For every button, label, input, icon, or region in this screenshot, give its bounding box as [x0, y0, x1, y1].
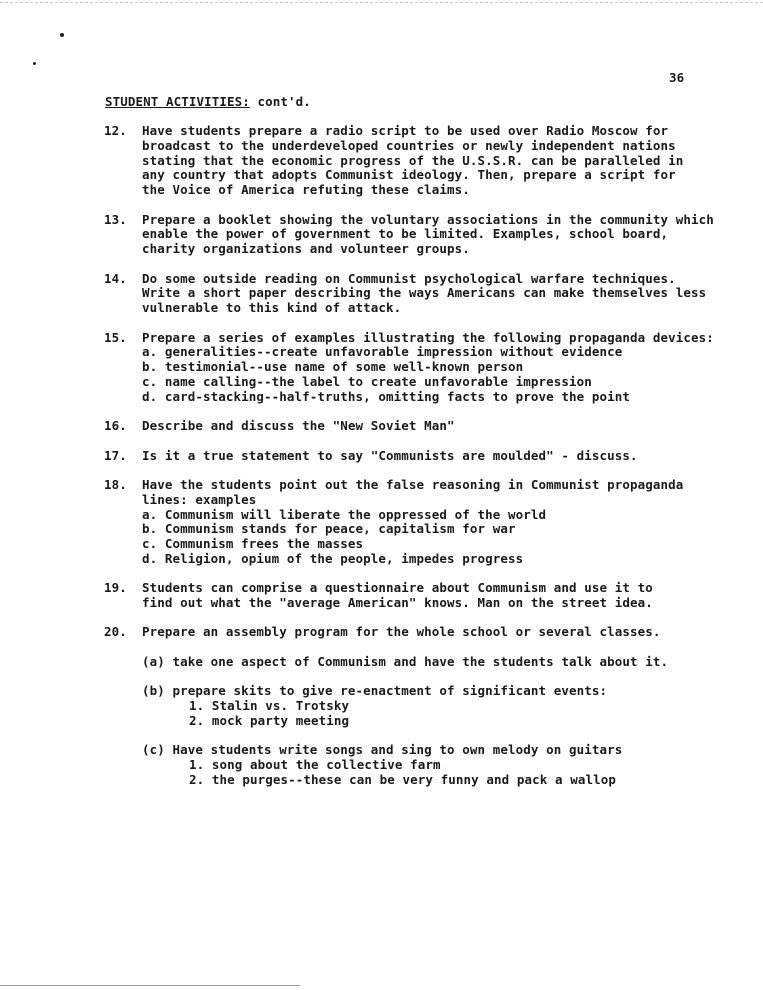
- section-heading-title: STUDENT ACTIVITIES:: [105, 94, 250, 109]
- sub-item: b. Communism stands for peace, capitalism for war: [142, 521, 516, 537]
- item-number: 17.: [104, 447, 127, 463]
- item-text-line: lines: examples: [142, 491, 257, 507]
- activity-item-19: [104, 581, 724, 611]
- activity-item-18: [104, 478, 724, 567]
- section-heading: [105, 94, 311, 109]
- item-text-line: Students can comprise a questionnaire about Communism and use it to: [142, 580, 653, 596]
- sub-activity-text: (a) take one aspect of Communism and have the students talk about it.: [142, 653, 669, 669]
- item-text-line: Have students prepare a radio script to be used over Radio Moscow for: [142, 123, 669, 138]
- item-text-line: stating that the economic progress of the U.S.S.R. can be paralleled in: [142, 152, 684, 168]
- sub-item: c. Communism frees the masses: [142, 536, 364, 552]
- sub-item: b. testimonial--use name of some well-known person: [142, 359, 524, 375]
- sub-activity-point: 1. song about the collective farm: [189, 757, 441, 773]
- item-text-line: Write a short paper describing the ways Americans can make themselves less: [142, 285, 707, 301]
- item-text-line: any country that adopts Communist ideology. Then, prepare a script for: [142, 167, 676, 183]
- item-number: 20.: [104, 624, 127, 640]
- activity-item-14: [104, 272, 724, 316]
- scan-top-edge: [0, 2, 763, 3]
- activity-item-20: [104, 625, 724, 787]
- item-text-line: vulnerable to this kind of attack.: [142, 300, 402, 316]
- item-number: 18.: [104, 476, 127, 492]
- item-number: 14.: [104, 270, 127, 286]
- item-text-line: Have the students point out the false reasoning in Communist propaganda: [142, 476, 684, 492]
- item-number: 15.: [104, 329, 127, 345]
- item-text-line: Prepare a booklet showing the voluntary associations in the community which: [142, 211, 714, 227]
- item-number: 12.: [104, 123, 127, 138]
- sub-item: c. name calling--the label to create unfavorable impression: [142, 373, 592, 389]
- sub-item: d. Religion, opium of the people, impedes progress: [142, 550, 524, 566]
- sub-item: a. Communism will liberate the oppressed of the world: [142, 506, 547, 522]
- item-text-line: Do some outside reading on Communist psychological warfare techniques.: [142, 270, 676, 286]
- item-number: 16.: [104, 418, 127, 434]
- item-text-line: Prepare an assembly program for the whole school or several classes.: [142, 624, 661, 640]
- item-text-line: the Voice of America refuting these claims.: [142, 182, 470, 198]
- item-number: 19.: [104, 580, 127, 596]
- item-text-line: charity organizations and volunteer groups.: [142, 241, 470, 257]
- sub-activity-text: (b) prepare skits to give re-enactment of significant events:: [142, 683, 608, 699]
- item-text-line: broadcast to the underdeveloped countries or newly independent nations: [142, 137, 676, 153]
- scan-speck: [60, 33, 64, 37]
- scan-speck: [33, 62, 36, 65]
- item-text-line: find out what the "average American" knows. Man on the street idea.: [142, 595, 653, 611]
- activities-list: [104, 124, 724, 802]
- sub-activity-point: 2. the purges--these can be very funny and pack a wallop: [189, 771, 617, 787]
- activity-item-12: [104, 124, 724, 198]
- item-text-line: Prepare a series of examples illustrating the following propaganda devices:: [142, 329, 714, 345]
- item-text-line: Describe and discuss the "New Soviet Man": [142, 418, 455, 434]
- sub-item: a. generalities--create unfavorable impression without evidence: [142, 344, 623, 360]
- sub-item: d. card-stacking--half-truths, omitting facts to prove the point: [142, 388, 631, 404]
- sub-activity-c: [142, 743, 724, 787]
- activity-item-17: [104, 449, 724, 464]
- sub-activity-point: 1. Stalin vs. Trotsky: [189, 698, 350, 714]
- activity-item-15: [104, 331, 724, 405]
- activity-item-13: [104, 213, 724, 257]
- sub-activity-b: [142, 684, 724, 728]
- section-heading-continued: cont'd.: [257, 94, 311, 109]
- sub-activity-text: (c) Have students write songs and sing to own melody on guitars: [142, 742, 623, 758]
- sub-activity-point: 2. mock party meeting: [189, 712, 350, 728]
- sub-activity-a: [142, 655, 724, 670]
- item-text-line: enable the power of government to be limited. Examples, school board,: [142, 226, 669, 242]
- page-number: 36: [669, 70, 685, 85]
- item-number: 13.: [104, 211, 127, 227]
- activity-item-16: [104, 419, 724, 434]
- item-text-line: Is it a true statement to say "Communists are moulded" - discuss.: [142, 447, 638, 463]
- scan-bottom-edge: [0, 985, 300, 986]
